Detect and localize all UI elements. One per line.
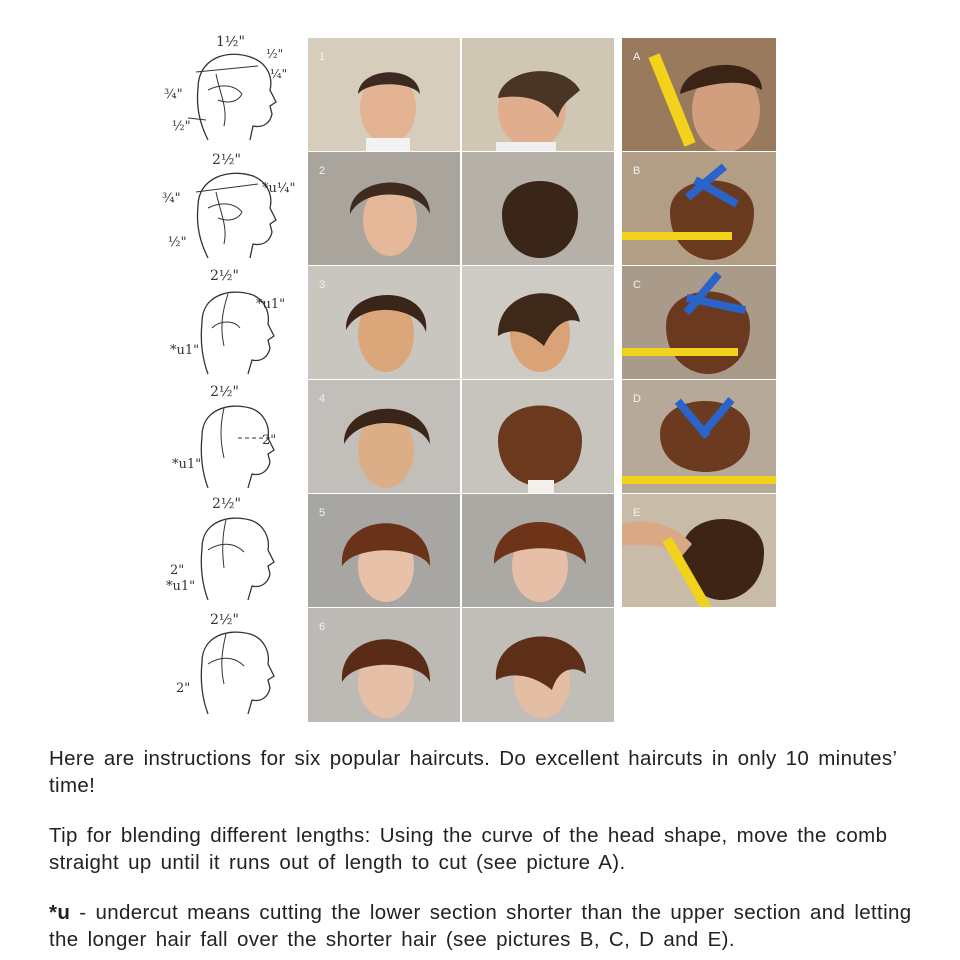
photo-row2-back (462, 152, 614, 265)
head-diagram-2 (158, 148, 298, 263)
photo-row4-back (462, 380, 614, 493)
photo-row3-side (462, 266, 614, 379)
diagram-5-label-1: 2½" (212, 496, 241, 512)
undercut-definition (49, 899, 919, 953)
undercut-description: - undercut means cutting the lower section shorter than the upper section and letting the longer hair fall over the shorter hair (see pictures B, C, D and E). (49, 901, 912, 951)
photo-row3-front (308, 266, 460, 379)
step-photo-c (622, 266, 776, 379)
photo-row1-front (308, 38, 460, 151)
step-photo-a (622, 38, 776, 151)
diagram-6-label-2: 2" (176, 681, 191, 696)
photo-row6-front (308, 608, 460, 722)
intro-text: Here are instructions for six popular haircuts. Do excellent haircuts in only 10 minutes’ time! (49, 747, 897, 797)
diagram-3-label-2: *u1" (256, 297, 286, 312)
step-letter-e: E (633, 507, 641, 519)
row-number-3: 3 (319, 279, 326, 291)
diagram-3-label-1: 2½" (210, 268, 239, 284)
diagram-3-label-3: *u1" (170, 343, 200, 358)
step-letter-a: A (633, 51, 641, 63)
head-diagram-3 (158, 262, 298, 377)
undercut-term: *u (49, 901, 71, 924)
diagram-2-label-3: ¾" (162, 191, 181, 206)
head-diagram-1 (158, 28, 298, 148)
head-diagram-6 (158, 604, 298, 719)
head-diagram-5 (158, 490, 298, 605)
step-photo-d (622, 380, 776, 493)
row-number-6: 6 (319, 621, 326, 633)
diagram-1-label-5: ½" (172, 119, 191, 134)
diagram-2-label-1: 2½" (212, 152, 241, 168)
diagram-2-label-4: ½" (168, 235, 187, 250)
tip-text: Tip for blending different lengths: Using the curve of the head shape, move the comb straight up until it runs out of length to cut (see picture A). (49, 824, 888, 874)
diagram-1-label-4: ¾" (164, 87, 183, 102)
row-number-2: 2 (319, 165, 326, 177)
diagram-4-label-2: 2" (262, 433, 277, 448)
step-letter-b: B (633, 165, 641, 177)
diagram-4-label-1: 2½" (210, 384, 239, 400)
diagram-5-label-2: 2" (170, 563, 185, 578)
row-number-5: 5 (319, 507, 326, 519)
photo-row5-side (462, 494, 614, 607)
diagram-2-label-2: *u¼" (262, 181, 296, 196)
photo-row4-front (308, 380, 460, 493)
photo-row5-front (308, 494, 460, 607)
diagram-5-label-3: *u1" (166, 579, 196, 594)
diagram-1-label-1: 1½" (216, 34, 245, 50)
diagram-6-label-1: 2½" (210, 612, 239, 628)
step-photo-e (622, 494, 776, 607)
diagram-4-label-3: *u1" (172, 457, 202, 472)
step-photo-b (622, 152, 776, 265)
row-number-1: 1 (319, 51, 326, 63)
step-letter-c: C (633, 279, 641, 291)
photo-row1-side (462, 38, 614, 151)
photo-row6-side (462, 608, 614, 722)
step-letter-d: D (633, 393, 641, 405)
row-number-4: 4 (319, 393, 326, 405)
photo-row2-front (308, 152, 460, 265)
diagram-1-label-2: ½" (266, 47, 284, 61)
diagram-1-label-3: ¼" (270, 67, 288, 81)
head-diagram-4 (158, 378, 298, 493)
